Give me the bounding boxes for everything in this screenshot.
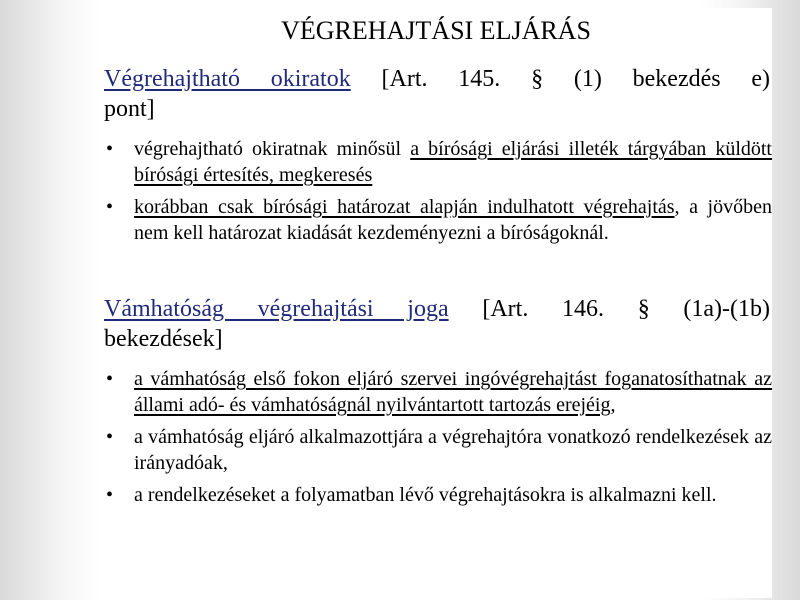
bullet-text: végrehajtható okiratnak minősül — [134, 138, 402, 160]
bullet-text-after: , — [610, 394, 616, 416]
section-heading-customs-enforcement — [104, 294, 770, 354]
list-item — [100, 366, 772, 418]
heading-reference: [Art. 145. § (1) bekezdés e) — [381, 66, 771, 92]
list-item — [100, 482, 772, 508]
heading-link-enforceable-documents[interactable]: Végrehajtható okiratok — [104, 66, 351, 92]
heading-reference-end: pont] — [104, 96, 155, 122]
bullet-text: a rendelkezéseket a folyamatban lévő végrehajtásokra is alkalmazni kell. — [134, 484, 717, 506]
heading-link-customs-enforcement[interactable]: Vámhatóság végrehajtási joga — [104, 296, 449, 322]
slide-title: VÉGREHAJTÁSI ELJÁRÁS — [281, 16, 591, 45]
bullet-list-customs-enforcement — [100, 366, 772, 514]
bullet-link[interactable]: a vámhatóság első fokon eljáró szervei ingóvégrehajtást foganatosíthatnak az állami adó- és vámhatóságnál nyilvántartott tartozás erejéig — [134, 368, 772, 416]
bullet-link[interactable]: a bírósági eljárási illeték tárgyában küldött bírósági értesítés, megkeresés — [134, 138, 772, 186]
bullet-link[interactable]: korábban csak bírósági határozat alapján indulhatott végrehajtás — [134, 196, 675, 218]
list-item — [100, 194, 772, 246]
bullet-list-enforceable-documents — [100, 136, 772, 252]
list-item — [100, 136, 772, 188]
heading-reference: [Art. 146. § (1a)-(1b) — [482, 296, 771, 322]
section-heading-enforceable-documents — [104, 64, 770, 124]
bullet-text: a vámhatóság eljáró alkalmazottjára a végrehajtóra vonatkozó rendelkezések az irányadóak, — [134, 426, 772, 474]
heading-reference-end: bekezdések] — [104, 326, 223, 352]
bullet-text-after: , a jövőben nem kell határozat kiadását kezdeményezni a bíróságoknál. — [134, 196, 772, 244]
list-item — [100, 424, 772, 476]
slide — [100, 8, 772, 598]
